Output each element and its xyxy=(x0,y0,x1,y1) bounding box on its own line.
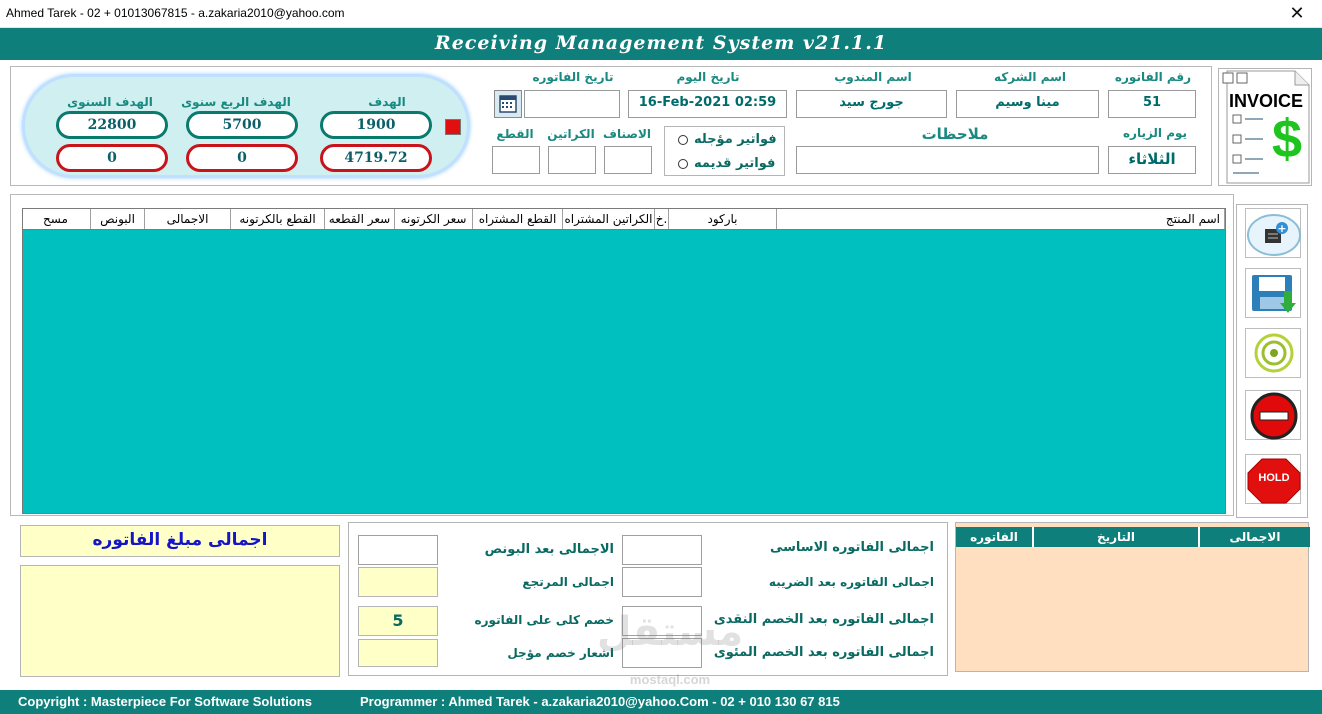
today-label: تاريخ اليوم xyxy=(676,70,740,84)
app-banner xyxy=(0,28,1322,60)
col-delete[interactable]: مسح xyxy=(21,209,91,229)
after-bonus-field[interactable] xyxy=(358,535,438,565)
items-grid[interactable] xyxy=(22,208,1226,514)
notes-label: ملاحظات xyxy=(921,125,989,143)
rep-field[interactable]: جورج سيد xyxy=(796,90,947,118)
watermark-url: mostaql.com xyxy=(629,672,711,687)
rep-label: اسم المندوب xyxy=(834,70,912,84)
returns-total-field[interactable] xyxy=(358,567,438,597)
radio-circle-icon xyxy=(678,135,688,145)
invoice-discount-label: خصم كلى على الفاتوره xyxy=(474,613,614,627)
invoice-badge-text: INVOICE xyxy=(1228,91,1303,111)
invoice-history-table[interactable] xyxy=(955,522,1309,672)
history-col-total[interactable]: الاجمالى xyxy=(1198,527,1310,547)
col-bonus[interactable]: البونص xyxy=(91,209,145,229)
invoice-logo xyxy=(1218,68,1312,186)
target-value: 1900 xyxy=(320,111,432,139)
target-actual-value: 4719.72 xyxy=(320,144,432,172)
annual-target-label: الهدف السنوى xyxy=(67,95,153,109)
new-item-icon xyxy=(1246,209,1302,259)
app-title: Receiving Management System v21.1.1 xyxy=(434,32,888,54)
status-indicator xyxy=(445,119,461,135)
quarter-target-value: 5700 xyxy=(186,111,298,139)
col-cartons-bought[interactable]: الكراتين المشتراه xyxy=(563,209,655,229)
invoice-no-field[interactable]: 51 xyxy=(1108,90,1196,118)
history-col-invoice[interactable]: الفاتوره xyxy=(970,530,1018,544)
items-count-label: الاصناف xyxy=(603,127,651,141)
total-amount-label: اجمالى مبلغ الفاتوره xyxy=(92,530,268,550)
col-kh[interactable]: خ. xyxy=(655,209,669,229)
notes-field[interactable] xyxy=(796,146,1099,174)
old-invoices-label: فواتير قديمه xyxy=(694,156,776,171)
total-amount-title-box xyxy=(20,525,340,557)
annual-actual-value: 0 xyxy=(56,144,168,172)
deferred-discount-notice-field[interactable] xyxy=(358,639,438,667)
target-button[interactable] xyxy=(1245,328,1301,378)
visit-day-field[interactable]: الثلاثاء xyxy=(1108,146,1196,174)
calendar-icon xyxy=(495,91,521,117)
base-total-field[interactable] xyxy=(622,535,702,565)
after-bonus-label: الاجمالى بعد البونص xyxy=(484,542,614,557)
returns-total-label: اجمالى المرتجع xyxy=(522,575,614,589)
col-piece-price[interactable]: سعر القطعه xyxy=(325,209,395,229)
after-cash-discount-label: اجمالى الفاتوره بعد الخصم النقدى xyxy=(713,612,934,627)
stop-icon xyxy=(1246,391,1302,441)
invoice-no-label: رقم الفاتوره xyxy=(1114,70,1192,84)
col-pieces-bought[interactable]: القطع المشتراه xyxy=(473,209,563,229)
pieces-count-field xyxy=(492,146,540,174)
hold-label: HOLD xyxy=(1258,472,1290,484)
cartons-count-label: الكراتين xyxy=(547,127,595,141)
hold-button[interactable] xyxy=(1245,454,1301,504)
dollar-icon: $ xyxy=(1271,109,1303,169)
invoice-date-label: تاريخ الفاتوره xyxy=(532,70,614,84)
after-tax-field[interactable] xyxy=(622,567,702,597)
items-count-field xyxy=(604,146,652,174)
quarter-target-label: الهدف الربع سنوى xyxy=(181,95,291,109)
col-barcode[interactable]: باركود xyxy=(669,209,777,229)
col-product-name[interactable]: اسم المنتج xyxy=(777,209,1225,229)
target-icon xyxy=(1246,329,1302,379)
cancel-button[interactable] xyxy=(1245,390,1301,440)
deferred-discount-notice-label: اشعار خصم مؤجل xyxy=(507,646,614,660)
history-header xyxy=(956,527,1310,547)
deferred-invoices-label: فواتير مؤجله xyxy=(694,132,777,147)
company-field[interactable]: مينا وسيم xyxy=(956,90,1099,118)
total-amount-display xyxy=(20,565,340,677)
old-invoices-radio[interactable] xyxy=(678,156,778,174)
history-col-date[interactable]: التاريخ xyxy=(1032,527,1198,547)
window-title: Ahmed Tarek - 02 + 01013067815 - a.zakaria2010@yahoo.com xyxy=(6,6,345,20)
radio-circle-icon xyxy=(678,159,688,169)
invoice-discount-field[interactable]: 5 xyxy=(358,606,438,636)
copyright-text: Copyright : Masterpiece For Software Solutions xyxy=(18,694,312,709)
grid-header xyxy=(23,209,1225,230)
calendar-button[interactable] xyxy=(494,90,522,118)
col-carton-price[interactable]: سعر الكرتونه xyxy=(395,209,473,229)
col-total[interactable]: الاجمالى xyxy=(145,209,231,229)
after-percent-discount-label: اجمالى الفاتوره بعد الخصم المئوى xyxy=(713,645,934,660)
base-total-label: اجمالى الفاتوره الاساسى xyxy=(769,540,934,555)
title-bar xyxy=(0,0,1322,28)
company-label: اسم الشركه xyxy=(993,70,1067,84)
watermark-logo: مستقل xyxy=(596,609,744,655)
status-bar xyxy=(0,690,1322,714)
close-button[interactable]: ✕ xyxy=(1289,3,1305,24)
col-pieces-per-carton[interactable]: القطع بالكرتونه xyxy=(231,209,325,229)
save-button[interactable] xyxy=(1245,268,1301,318)
today-field[interactable]: 16-Feb-2021 02:59 xyxy=(628,90,787,118)
cartons-count-field xyxy=(548,146,596,174)
target-label: الهدف xyxy=(368,95,406,109)
svg-text:+: + xyxy=(1277,222,1287,235)
quarter-actual-value: 0 xyxy=(186,144,298,172)
after-tax-label: اجمالى الفاتوره بعد الضريبه xyxy=(768,575,934,589)
invoice-date-field[interactable] xyxy=(524,90,620,118)
save-icon xyxy=(1246,269,1302,319)
annual-target-value: 22800 xyxy=(56,111,168,139)
visit-day-label: يوم الزياره xyxy=(1122,126,1188,140)
programmer-text: Programmer : Ahmed Tarek - a.zakaria2010@yahoo.Com - 02 + 010 130 67 815 xyxy=(360,694,840,709)
deferred-invoices-radio[interactable] xyxy=(678,132,778,150)
pieces-count-label: القطع xyxy=(496,127,534,141)
new-invoice-button[interactable] xyxy=(1245,208,1301,258)
